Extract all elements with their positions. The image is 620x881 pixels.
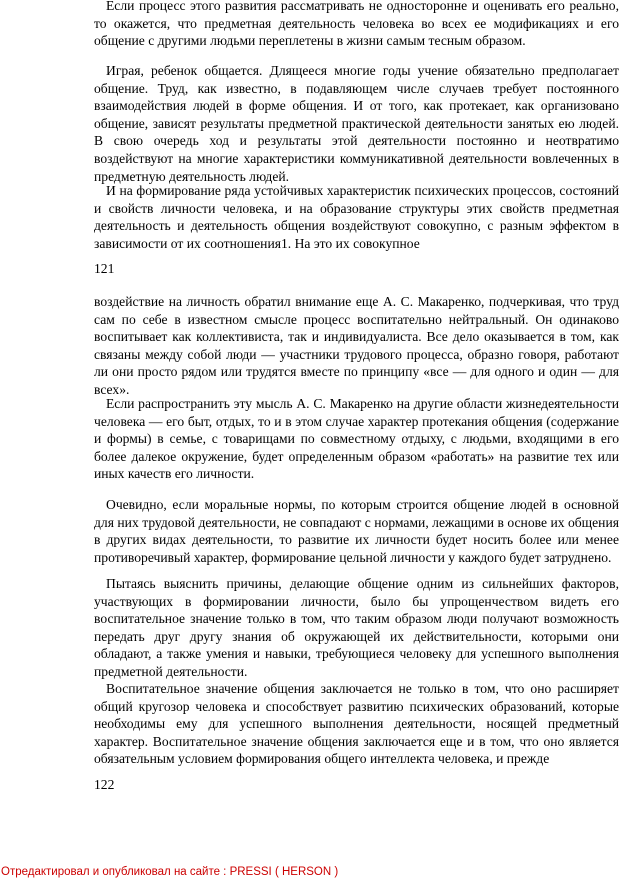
paragraph-3: И на формирование ряда устойчивых характеристик психических процессов, состояний и свойств личности человека, и на образование структуры этих свойств предметная деятельность и деятельность общения воздействуют совокупно, с разным эффектом в зависимости от их соотношения1. На это их совокупное xyxy=(94,183,619,251)
paragraph-5: Если распространить эту мысль А. С. Макаренко на другие области жизнедеятельности человека — его быт, отдых, то и в этом случае характер протекания общения (содержание и формы) в семье, с товарищами по совместному отдыху, с людьми, входящими в его более далекое окружение, будет определенным образом «работать» на развитие тех или иных качеств его личности. xyxy=(94,396,619,482)
page-number-122: 122 xyxy=(94,777,115,792)
footer-credit: Отредактировал и опубликовал на сайте : PRESSI ( HERSON ) xyxy=(1,866,339,878)
paragraph-6: Очевидно, если моральные нормы, по которым строится общение людей в основной для них трудовой деятельности, не совпадают с нормами, лежащими в основе их общения в других видах деятельности, то развитие их личности будет носить более или менее противоречивый характер, формирование цельной личности у каждого будет затруднено. xyxy=(94,497,619,565)
page-number-121: 121 xyxy=(94,261,115,276)
paragraph-8: Воспитательное значение общения заключается не только в том, что оно расширяет общий кругозор человека и способствует развитию психических образований, которые необходимы ему для успешного выполнения деятельности, носящей предметный характер. Воспитательное значение общения заключается еще и в том, что оно является обязательным условием формирования общего интеллекта человека, и прежде xyxy=(94,681,619,767)
paragraph-7: Пытаясь выяснить причины, делающие общение одним из сильнейших факторов, участвующих в формировании личности, было бы упрощенчеством видеть его воспитательное значение только в том, что таким образом люди получают возможность передать друг другу знания об окружающей их действительности, которыми они обладают, а также умения и навыки, требующиеся человеку для успешного выполнения предметной деятельности. xyxy=(94,576,619,679)
paragraph-1: Если процесс этого развития рассматривать не односторонне и оценивать его реально, то окажется, что предметная деятельность человека во всех ее модификациях и его общение с другими людьми переплетены в жизни самым тесным образом. xyxy=(94,0,619,49)
paragraph-2: Играя, ребенок общается. Длящееся многие годы учение обязательно предполагает общение. Труд, как известно, в подавляющем числе случаев требует постоянного взаимодействия людей в форме общения. И от того, как протекает, как организовано общение, зависят результаты предметной практической деятельности занятых ею людей. В свою очередь ход и результаты этой деятельности постоянно и неотвратимо воздействуют на многие характеристики коммуникативной деятельности вовлеченных в предметную деятельность людей. xyxy=(94,63,619,184)
paragraph-4: воздействие на личность обратил внимание еще А. С. Макаренко, подчеркивая, что труд сам по себе в известном смысле процесс воспитательно нейтральный. Он одинаково воспитывает как коллективиста, так и индивидуалиста. Все дело оказывается в том, как связаны между собой люди — участники трудового процесса, образно говоря, работают ли они просто рядом или трудятся вместе по принципу «все — для одного и один — для всех». xyxy=(94,294,619,397)
